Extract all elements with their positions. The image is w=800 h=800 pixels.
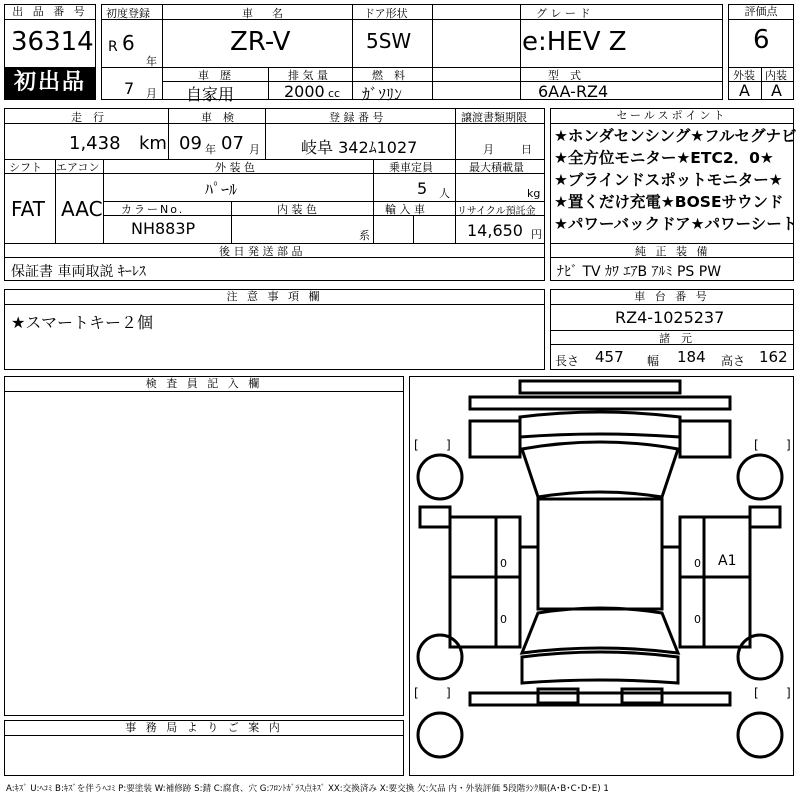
sales-points-box	[550, 108, 798, 281]
model-label: 型 式	[548, 69, 581, 82]
history-label: 車 歴	[198, 69, 231, 82]
plate-value: 岐阜 342ﾑ1027	[301, 138, 418, 157]
car-outline-diagram	[410, 377, 793, 775]
plate-label: 登 録 番 号	[329, 111, 384, 124]
door-value: 5SW	[366, 29, 412, 53]
svg-text:]: ]	[786, 686, 791, 700]
sales-point-2: ★全方位モニター★ETC2．0★	[554, 149, 774, 167]
door-label: ドア形状	[364, 7, 408, 20]
inspector-box	[4, 376, 404, 716]
displacement-value: 2000	[284, 82, 325, 101]
height-value: 162	[759, 348, 788, 366]
width-label: 幅	[647, 354, 660, 368]
first-listing-badge: 初出品	[5, 67, 95, 99]
length-value: 457	[595, 348, 624, 366]
model-value: 6AA-RZ4	[538, 82, 609, 101]
displacement-unit: cc	[328, 87, 341, 100]
first-reg-month-unit: 月	[146, 87, 157, 100]
length-label: 長さ	[555, 354, 580, 368]
first-reg-month: 7	[124, 79, 135, 98]
capacity-unit: 人	[439, 187, 450, 200]
recycle-unit: 円	[531, 228, 542, 241]
inspection-year: 09	[179, 133, 202, 154]
legend-text: A:ｷｽﾞ U:ﾍｺﾐ B:ｷｽﾞを伴うﾍｺﾐ P:要塗装 W:補修跡 S:錆 C:腐食、穴 G:ﾌﾛﾝﾄｶﾞﾗｽ点ｷｽﾞ XX:交換済み X:要交換 欠:欠品 内・外装評価 5段階ﾗﾝｸ順(A･B･C･D･E) 1	[6, 784, 609, 794]
inspector-label: 検 査 員 記 入 欄	[5, 377, 403, 392]
color-no-label: カラーNo.	[121, 203, 185, 216]
first-reg-label: 初度登録	[106, 7, 150, 20]
score-value: 6	[753, 25, 770, 55]
capacity-label: 乗車定員	[389, 161, 433, 174]
sales-points-label: セールスポイント	[551, 109, 793, 124]
svg-text:]: ]	[786, 438, 791, 452]
height-label: 高さ	[721, 354, 746, 368]
exterior-score: A	[739, 81, 750, 100]
car-name-label: 車 名	[242, 7, 287, 20]
equipment-label: 純 正 装 備	[635, 245, 711, 258]
inspection-month: 07	[221, 133, 244, 154]
aircon-value: AAC	[61, 197, 103, 221]
mileage-unit: km	[139, 133, 167, 154]
lot-box	[4, 4, 96, 100]
lot-number: 36314	[11, 27, 94, 57]
score-label: 評価点	[729, 5, 793, 20]
zero-mark-2: 0	[500, 613, 507, 626]
svg-text:[: [	[754, 686, 759, 700]
notes-value: ★スマートキー２個	[11, 313, 154, 332]
first-reg-year-unit: 年	[146, 55, 157, 68]
transfer-month-unit: 月	[483, 143, 494, 156]
load-unit: kg	[527, 187, 541, 200]
capacity-value: 5	[417, 179, 428, 198]
inspection-month-unit: 月	[249, 143, 260, 156]
car-name: ZR-V	[230, 27, 291, 57]
car-diagram	[409, 376, 794, 776]
notes-box	[4, 289, 545, 370]
transfer-label: 譲渡書類期限	[461, 111, 527, 124]
damage-mark-a1: A1	[718, 553, 737, 569]
ext-color-label: 外 装 色	[215, 161, 255, 174]
recycle-label: リサイクル預託金	[457, 206, 536, 217]
ext-color-value: ﾊﾟｰﾙ	[205, 180, 238, 199]
sales-point-4: ★置くだけ充電★BOSEサウンド	[554, 193, 784, 211]
notes-label: 注 意 事 項 欄	[5, 290, 544, 305]
grade-label: グ レ ー ド	[536, 7, 591, 20]
sales-point-3: ★ブラインドスポットモニター★	[554, 171, 783, 189]
interior-label: 内装	[765, 69, 787, 82]
score-box	[728, 4, 794, 100]
width-value: 184	[677, 348, 706, 366]
header-table	[101, 4, 723, 104]
first-reg-era: R	[108, 39, 118, 55]
shift-label: シフト	[9, 161, 42, 174]
zero-mark-1: 0	[500, 557, 507, 570]
dims-label: 諸 元	[659, 332, 692, 345]
color-no-value: NH883P	[131, 219, 196, 238]
exterior-label: 外装	[733, 69, 755, 82]
chassis-box	[550, 289, 794, 370]
svg-text:]: ]	[446, 686, 451, 700]
office-box	[4, 720, 404, 776]
inspection-label: 車 検	[201, 111, 234, 124]
import-label: 輸 入 車	[385, 203, 425, 216]
lot-label: 出 品 番 号	[5, 5, 95, 20]
equipment-value: ﾅﾋﾞ TV ｶﾜ ｴｱB ｱﾙﾐ PS PW	[557, 264, 722, 280]
interior-score: A	[771, 81, 782, 100]
fuel-value: ｶﾞｿﾘﾝ	[362, 85, 403, 104]
grade-value: e:HEV Z	[522, 27, 627, 57]
first-reg-year: 6	[122, 31, 135, 55]
fuel-label: 燃 料	[372, 69, 405, 82]
svg-text:[: [	[414, 686, 419, 700]
chassis-value: RZ4-1025237	[615, 308, 725, 327]
mileage-label: 走 行	[71, 111, 104, 124]
recycle-value: 14,650	[467, 221, 523, 240]
svg-text:]: ]	[446, 438, 451, 452]
later-docs-label: 後 日 発 送 部 品	[219, 245, 303, 258]
mileage-value: 1,438	[69, 133, 121, 154]
history-value: 自家用	[186, 85, 235, 104]
chassis-label: 車 台 番 号	[551, 290, 793, 305]
int-color-unit: 系	[359, 229, 370, 242]
transfer-day-unit: 日	[521, 143, 532, 156]
svg-text:[: [	[754, 438, 759, 452]
zero-mark-3: 0	[694, 557, 701, 570]
zero-mark-4: 0	[694, 613, 701, 626]
inspection-year-unit: 年	[205, 143, 216, 156]
displacement-label: 排 気 量	[288, 69, 328, 82]
details-table	[4, 108, 545, 281]
sales-point-5: ★パワーバックドア★パワーシート	[554, 215, 798, 233]
office-label: 事 務 局 よ り ご 案 内	[5, 721, 403, 736]
later-docs-value: 保証書 車両取説 ｷｰﾚｽ	[11, 264, 146, 280]
svg-text:[: [	[414, 438, 419, 452]
int-color-label: 内 装 色	[277, 203, 317, 216]
shift-value: FAT	[11, 197, 46, 221]
load-label: 最大積載量	[469, 161, 524, 174]
sales-point-1: ★ホンダセンシング★フルセグナビ	[554, 127, 797, 145]
aircon-label: エアコン	[56, 161, 100, 174]
